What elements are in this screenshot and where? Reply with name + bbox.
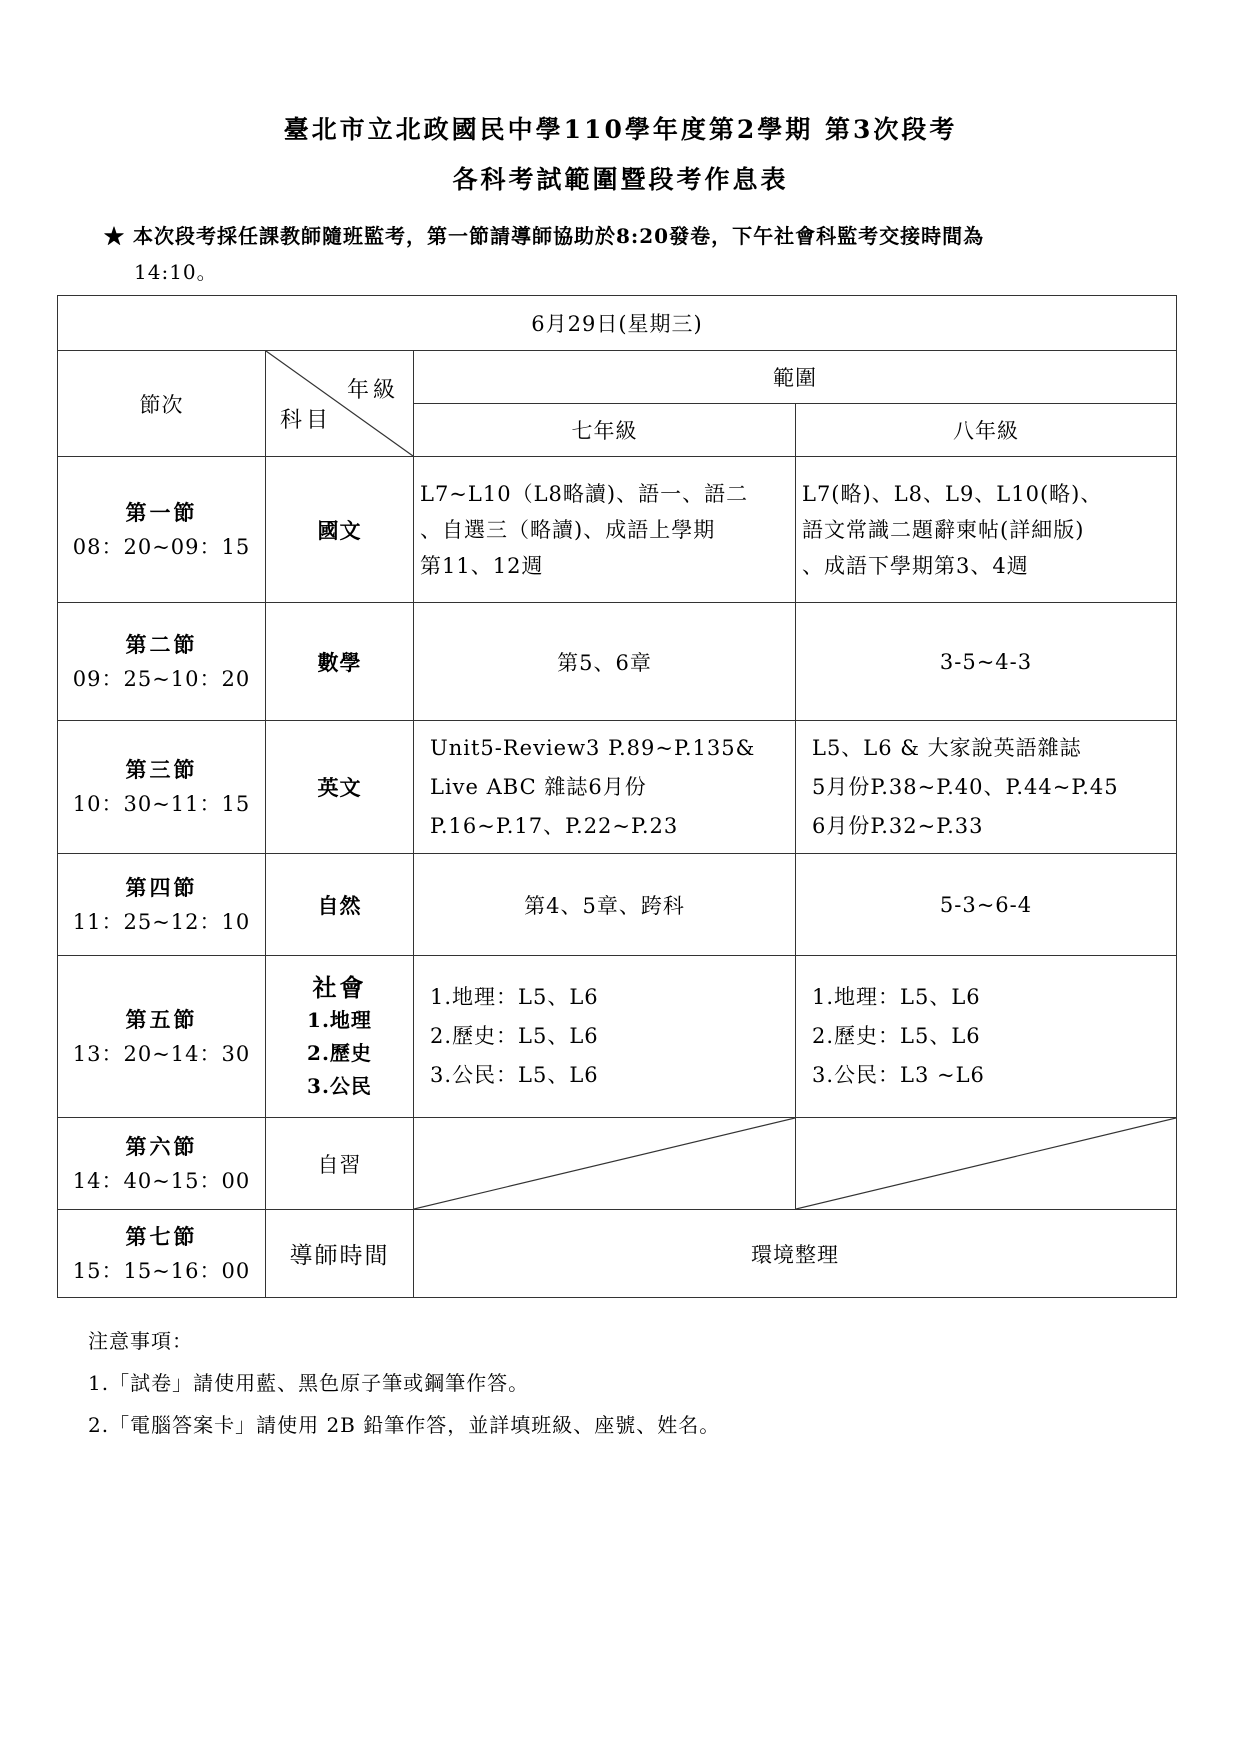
range-merged: 環境整理 — [414, 1210, 1177, 1298]
period-cell — [58, 721, 266, 854]
range-line: L7(略)、L8、L9、L10(略)、 — [802, 481, 1103, 506]
range-line: 、成語下學期第3、4週 — [802, 553, 1029, 578]
header-subject: 科目 — [280, 408, 333, 433]
header-grade8: 八年級 — [796, 404, 1177, 457]
range-g7: 第5、6章 — [414, 603, 796, 721]
range-g8: 3-5~4-3 — [796, 603, 1177, 721]
range-line: L7~L10（L8略讀)、語一、語二 — [420, 481, 749, 506]
range-line: P.16~P.17、P.22~P.23 — [430, 813, 679, 838]
period-name: 第二節 — [125, 631, 198, 657]
note-item: 1.「試卷」請使用藍、黑色原子筆或鋼筆作答。 — [88, 1371, 530, 1395]
range-line: 1.地理：L5、L6 — [430, 985, 599, 1009]
period-cell — [58, 457, 266, 603]
range-line: 3.公民：L5、L6 — [430, 1063, 599, 1087]
table-row — [58, 854, 1177, 956]
range-g8 — [796, 721, 1177, 854]
period-time: 11：25~12：10 — [72, 909, 251, 934]
subject-sub: 2.歷史 — [307, 1040, 372, 1065]
range-line: 第11、12週 — [420, 553, 544, 578]
range-g7: 第4、5章、跨科 — [414, 854, 796, 956]
period-name: 第六節 — [125, 1133, 198, 1159]
period-time: 13：20~14：30 — [72, 1041, 251, 1066]
period-time: 08：20~09：15 — [72, 534, 251, 559]
period-time: 10：30~11：15 — [72, 792, 251, 816]
subject-sub: 1.地理 — [307, 1007, 372, 1032]
subject-cell — [266, 956, 414, 1118]
note-item: 2.「電腦答案卡」請使用 2B 鉛筆作答，並詳填班級、座號、姓名。 — [88, 1413, 721, 1437]
table-row — [58, 1118, 1177, 1210]
range-line: 6月份P.32~P.33 — [812, 813, 984, 838]
notice-line2: 14:10。 — [134, 260, 218, 284]
range-g7 — [414, 457, 796, 603]
header-diagonal-cell — [266, 351, 414, 457]
range-g7-empty — [414, 1118, 796, 1210]
subject-cell: 導師時間 — [266, 1210, 414, 1298]
range-line: 5月份P.38~P.40、P.44~P.45 — [812, 774, 1119, 799]
period-time: 14：40~15：00 — [72, 1168, 251, 1193]
range-line: Live ABC 雜誌6月份 — [430, 774, 647, 799]
period-cell — [58, 956, 266, 1118]
notes — [88, 1320, 720, 1446]
subject-sub: 3.公民 — [307, 1073, 372, 1098]
range-g7 — [414, 721, 796, 854]
subject-cell: 數學 — [266, 603, 414, 721]
period-cell — [58, 1210, 266, 1298]
slash-line — [796, 1118, 1176, 1209]
notes-heading: 注意事項： — [88, 1329, 193, 1353]
period-cell — [58, 603, 266, 721]
subject-cell: 自習 — [266, 1118, 414, 1210]
period-name: 第七節 — [125, 1223, 198, 1249]
notice — [104, 218, 1164, 290]
period-name: 第四節 — [125, 874, 198, 900]
period-cell — [58, 854, 266, 956]
header-period: 節次 — [58, 351, 266, 457]
slash-line — [414, 1118, 795, 1209]
table-row — [58, 1210, 1177, 1298]
header-grade: 年級 — [346, 378, 399, 403]
period-time: 15：15~16：00 — [72, 1258, 251, 1283]
range-g8-empty — [796, 1118, 1177, 1210]
table-row — [58, 603, 1177, 721]
range-line: 2.歷史：L5、L6 — [430, 1024, 599, 1048]
subject-main: 社會 — [312, 972, 367, 1002]
range-line: Unit5-Review3 P.89~P.135& — [430, 735, 756, 760]
doc-subtitle: 各科考試範圍暨段考作息表 — [452, 165, 789, 194]
range-line: 語文常識二題辭柬帖(詳細版) — [802, 517, 1085, 542]
exam-date: 6月29日(星期三) — [58, 296, 1177, 351]
header-range: 範圍 — [414, 351, 1177, 404]
range-g8: 5-3~6-4 — [796, 854, 1177, 956]
range-g8 — [796, 956, 1177, 1118]
notice-line1: ★ 本次段考採任課教師隨班監考，第一節請導師協助於8:20發卷，下午社會科監考交接時間為 — [104, 224, 985, 248]
period-name: 第一節 — [125, 499, 198, 525]
period-time: 09：25~10：20 — [72, 666, 251, 691]
range-g8 — [796, 457, 1177, 603]
subject-cell: 英文 — [266, 721, 414, 854]
doc-title: 臺北市立北政國民中學110學年度第2學期 第3次段考 — [283, 115, 958, 144]
header-grade7: 七年級 — [414, 404, 796, 457]
table-row — [58, 721, 1177, 854]
range-line: L5、L6 & 大家說英語雜誌 — [812, 735, 1082, 760]
period-cell — [58, 1118, 266, 1210]
subject-cell: 國文 — [266, 457, 414, 603]
subject-cell: 自然 — [266, 854, 414, 956]
period-name: 第五節 — [125, 1006, 198, 1032]
range-g7 — [414, 956, 796, 1118]
table-row — [58, 956, 1177, 1118]
range-line: 3.公民：L3 ~L6 — [812, 1063, 985, 1087]
range-line: 2.歷史：L5、L6 — [812, 1024, 981, 1048]
range-line: 、自選三（略讀)、成語上學期 — [420, 517, 716, 542]
table-row — [58, 457, 1177, 603]
period-name: 第三節 — [125, 757, 198, 782]
range-line: 1.地理：L5、L6 — [812, 985, 981, 1009]
schedule-table — [57, 295, 1177, 1298]
